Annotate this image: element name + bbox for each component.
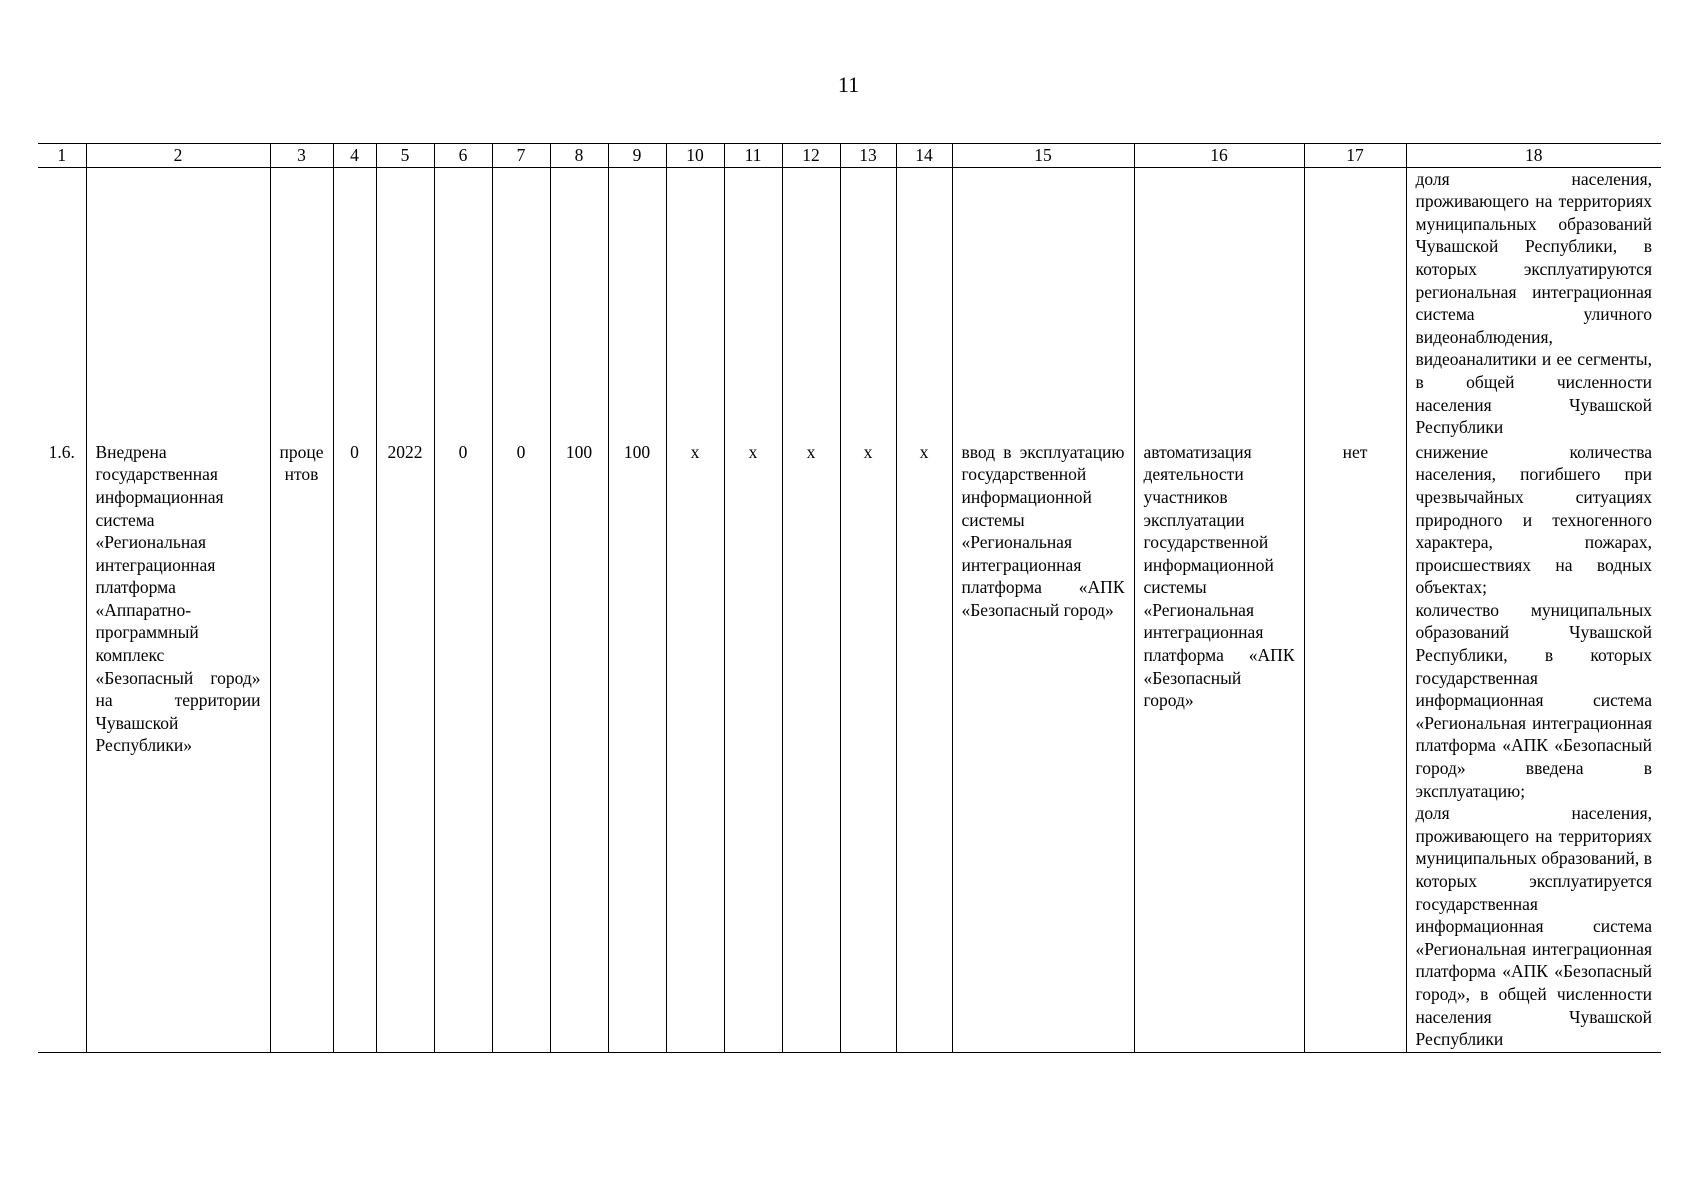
header-col-2: 2	[86, 144, 270, 168]
cell-col-8: 100	[550, 441, 608, 1053]
cell-col-9: 100	[608, 441, 666, 1053]
cell-col-14: х	[896, 441, 952, 1053]
cell-indicators	[1406, 441, 1661, 1053]
header-col-12: 12	[782, 144, 840, 168]
header-col-3: 3	[270, 144, 333, 168]
cell-col-6: 0	[434, 441, 492, 1053]
cell-col-13: х	[840, 441, 896, 1053]
header-col-5: 5	[376, 144, 434, 168]
indicator-paragraph-1: снижение количества населения, погибшего при чрезвычайных ситуациях природного и техногенного характера, пожарах, происшествиях на водных объектах;	[1415, 441, 1652, 598]
header-col-1: 1	[38, 144, 86, 168]
header-col-13: 13	[840, 144, 896, 168]
cell-risk: нет	[1304, 441, 1406, 1053]
header-col-8: 8	[550, 144, 608, 168]
header-col-18: 18	[1406, 144, 1661, 168]
header-col-10: 10	[666, 144, 724, 168]
indicators-table	[38, 143, 1661, 1053]
cell-row-number: 1.6.	[38, 441, 86, 1053]
table-row-continuation	[38, 167, 1661, 441]
header-col-6: 6	[434, 144, 492, 168]
header-col-11: 11	[724, 144, 782, 168]
cell-description: автоматизация деятельности участников эксплуатации государственной информационной системы «Региональная интеграционная платформа «АПК «Безопасный город»	[1134, 441, 1304, 1053]
cell-col-7: 0	[492, 441, 550, 1053]
header-row	[38, 144, 1661, 168]
header-col-15: 15	[952, 144, 1134, 168]
cell-col-5: 2022	[376, 441, 434, 1053]
header-col-16: 16	[1134, 144, 1304, 168]
header-col-4: 4	[333, 144, 376, 168]
cell-event-name: Внедрена государственная информационная система «Региональная интеграционная платформа «Аппаратно-программный комплекс «Безопасный город» на территории Чувашской Республики»	[86, 441, 270, 1053]
cell-unit: процентов	[270, 441, 333, 1053]
cell-result: ввод в эксплуатацию государственной информационной системы «Региональная интеграционная платформа «АПК «Безопасный город»	[952, 441, 1134, 1053]
indicator-paragraph-3: доля населения, проживающего на территориях муниципальных образований, в которых эксплуатируется государственная информационная система «Региональная интеграционная платформа «АПК «Безопасный город», в общей численности населения Чувашской Республики	[1415, 803, 1652, 1050]
header-col-14: 14	[896, 144, 952, 168]
cell-col-11: х	[724, 441, 782, 1053]
cell-col-10: х	[666, 441, 724, 1053]
cell-col-12: х	[782, 441, 840, 1053]
header-col-17: 17	[1304, 144, 1406, 168]
header-col-9: 9	[608, 144, 666, 168]
indicator-paragraph-2: количество муниципальных образований Чувашской Республики, в которых государственная информационная система «Региональная интеграционная платформа «АПК «Безопасный город» введена в эксплуатацию;	[1415, 599, 1652, 801]
header-col-7: 7	[492, 144, 550, 168]
cell-col-4: 0	[333, 441, 376, 1053]
table-row-1-6	[38, 441, 1661, 1053]
cell-indicator-continuation: доля населения, проживающего на территориях муниципальных образований Чувашской Республики, в которых эксплуатируются региональная интеграционная система уличного видеонаблюдения, видеоаналитики и ее сегменты, в общей численности населения Чувашской Республики	[1406, 167, 1661, 441]
page-number: 11	[837, 72, 860, 97]
